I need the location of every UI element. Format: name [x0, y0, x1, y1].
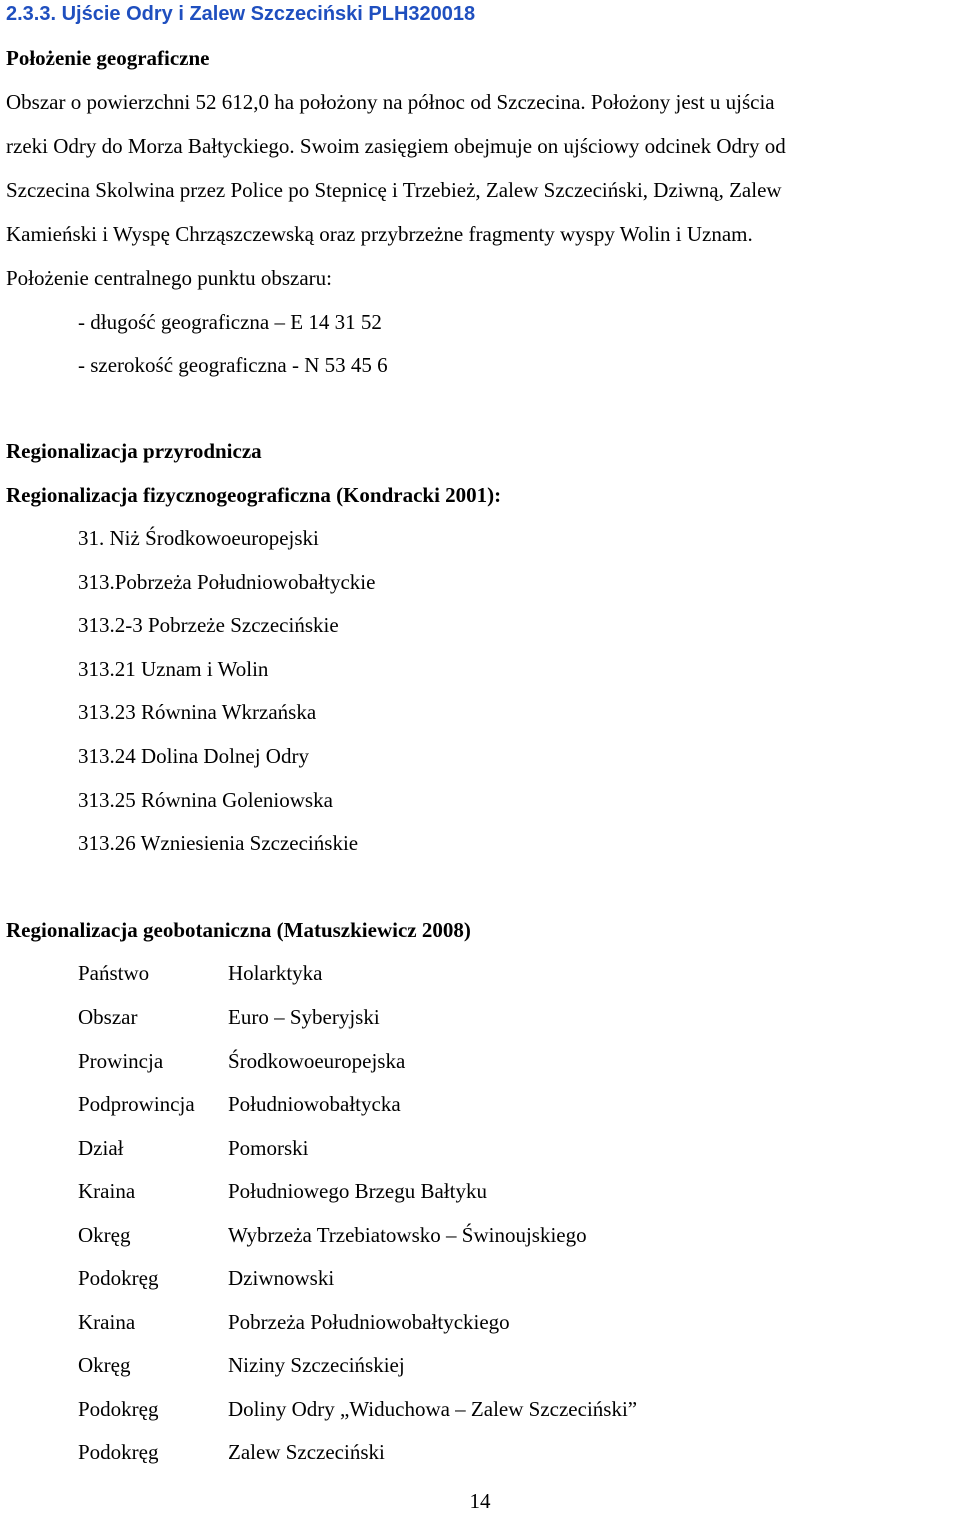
physico-item: 313.23 Równina Wkrzańska [78, 700, 317, 724]
geobot-level: Obszar [78, 1005, 138, 1029]
regionalization-heading: Regionalizacja przyrodnicza [6, 439, 262, 463]
physico-heading: Regionalizacja fizycznogeograficzna (Kondracki 2001): [6, 483, 502, 507]
section-title: Ujście Odry i Zalew Szczeciński PLH320018 [61, 3, 476, 25]
geobot-name: Wybrzeża Trzebiatowsko – Świnoujskiego [228, 1223, 587, 1247]
physico-item: 313.Pobrzeża Południowobałtyckie [78, 570, 376, 594]
physico-item: 31. Niż Środkowoeuropejski [78, 526, 319, 550]
geobot-name: Zalew Szczeciński [228, 1440, 385, 1464]
geobot-level: Podprowincja [78, 1092, 195, 1116]
geobot-name: Pomorski [228, 1136, 309, 1160]
geobot-level: Podokręg [78, 1397, 159, 1421]
physico-item: 313.26 Wzniesienia Szczecińskie [78, 831, 359, 855]
geobot-level: Okręg [78, 1223, 131, 1247]
geobot-name: Pobrzeża Południowobałtyckiego [228, 1310, 510, 1334]
geobot-name: Doliny Odry „Widuchowa – Zalew Szczeciński” [228, 1397, 638, 1421]
geobot-level: Podokręg [78, 1266, 159, 1290]
geobot-level: Kraina [78, 1310, 136, 1334]
paragraph-line: Szczecina Skolwina przez Police po Stepnicę i Trzebież, Zalew Szczeciński, Dziwną, Zalew [6, 178, 782, 202]
paragraph-line: Kamieński i Wyspę Chrząszczewską oraz przybrzeżne fragmenty wyspy Wolin i Uznam. [6, 222, 753, 246]
geobot-name: Niziny Szczecińskiej [228, 1353, 405, 1377]
geobot-name: Środkowoeuropejska [228, 1049, 406, 1073]
geobot-name: Południowego Brzegu Bałtyku [228, 1179, 487, 1203]
page-number: 14 [469, 1489, 491, 1513]
section-heading [6, 4, 475, 24]
geobot-heading: Regionalizacja geobotaniczna (Matuszkiewicz 2008) [6, 918, 471, 942]
paragraph-line: Położenie centralnego punktu obszaru: [6, 266, 332, 290]
physico-item: 313.21 Uznam i Wolin [78, 657, 269, 681]
physico-item: 313.2-3 Pobrzeże Szczecińskie [78, 613, 339, 637]
geobot-level: Dział [78, 1136, 124, 1160]
geobot-name: Południowobałtycka [228, 1092, 401, 1116]
latitude: - szerokość geograficzna - N 53 45 6 [78, 353, 388, 377]
geobot-level: Podokręg [78, 1440, 159, 1464]
location-heading: Położenie geograficzne [6, 46, 210, 70]
geobot-name: Euro – Syberyjski [228, 1005, 380, 1029]
physico-item: 313.25 Równina Goleniowska [78, 788, 333, 812]
geobot-level: Kraina [78, 1179, 136, 1203]
geobot-level: Państwo [78, 961, 150, 985]
geobot-level: Okręg [78, 1353, 131, 1377]
geobot-level: Prowincja [78, 1049, 164, 1073]
geobot-name: Holarktyka [228, 961, 323, 985]
physico-item: 313.24 Dolina Dolnej Odry [78, 744, 309, 768]
paragraph-line: rzeki Odry do Morza Bałtyckiego. Swoim zasięgiem obejmuje on ujściowy odcinek Odry od [6, 134, 786, 158]
paragraph-line: Obszar o powierzchni 52 612,0 ha położony na północ od Szczecina. Położony jest u ujścia [6, 90, 775, 114]
geobot-name: Dziwnowski [228, 1266, 335, 1290]
longitude: - długość geograficzna – E 14 31 52 [78, 310, 382, 334]
section-number: 2.3.3. [6, 3, 57, 25]
